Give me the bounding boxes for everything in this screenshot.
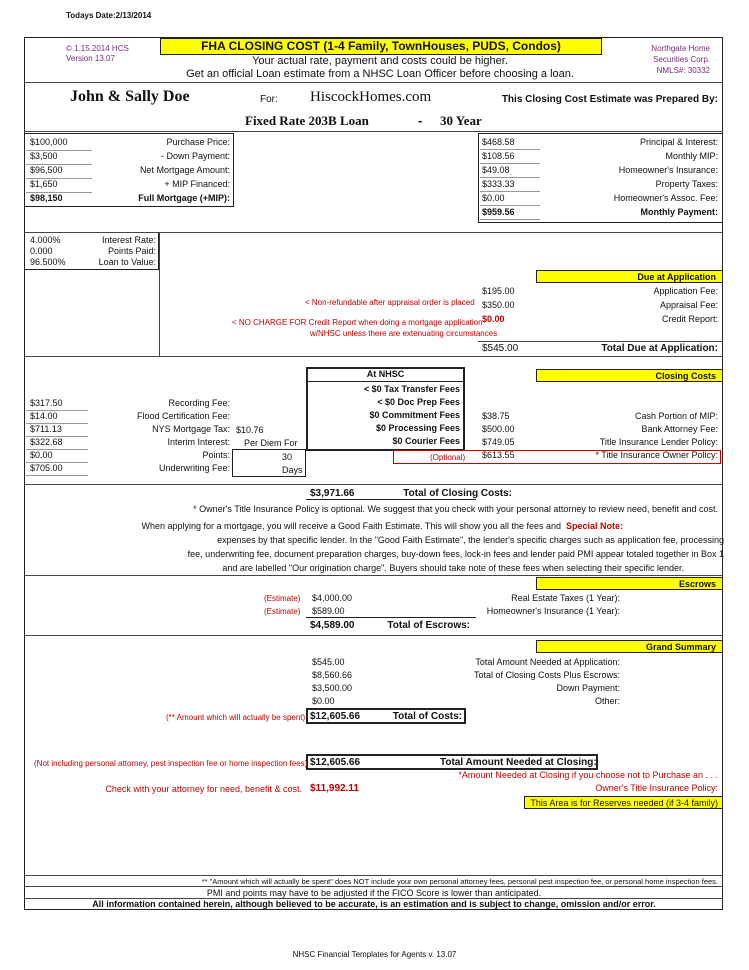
todays-date: Todays Date:2/13/2014 — [66, 11, 152, 20]
due-total-label: Total Due at Application: — [601, 343, 718, 354]
company-line-2: Securities Corp. — [653, 55, 710, 64]
escrow-total-label: Total of Escrows: — [387, 620, 470, 631]
company-name: HiscockHomes.com — [310, 89, 432, 105]
grand-label: Down Payment: — [556, 683, 620, 693]
page-title: FHA CLOSING COST (1-4 Family, TownHouses, PUDS, Condos) — [160, 38, 602, 55]
company-line-1: Northgate Home — [651, 44, 710, 53]
prepared-by-label: This Closing Cost Estimate was Prepared By: — [501, 94, 718, 105]
closing-total-label: Total of Closing Costs: — [403, 488, 512, 499]
grand-value: $0.00 — [312, 696, 335, 706]
footer-note-3: All information contained herein, although believed to be accurate, is an estimation and is subject to change, omission and/or error. — [92, 899, 656, 909]
nhsc-box-title: At NHSC — [366, 369, 405, 379]
escrow-value: $589.00 — [312, 606, 345, 616]
due-label: Credit Report: — [661, 314, 718, 324]
due-value: $195.00 — [482, 286, 515, 296]
grand-total-note: (** Amount which will actually be spent) — [166, 713, 306, 722]
closing-left-label: Interim Interest: — [167, 437, 230, 447]
monthly-value: $333.33 — [482, 179, 515, 189]
monthly-label: Principal & Interest: — [639, 137, 718, 147]
mortgage-tax-rate: $10.76 — [236, 425, 264, 435]
closing-right-label: Cash Portion of MIP: — [634, 411, 718, 421]
escrow-note: (Estimate) — [264, 607, 301, 616]
closing-left-value: $705.00 — [30, 463, 63, 473]
per-diem-label: Per Diem For — [244, 438, 298, 448]
days-label: Days — [282, 465, 303, 475]
closing-left-value: $322.68 — [30, 437, 63, 447]
rate-label: Interest Rate: — [101, 235, 156, 245]
monthly-label: Monthly MIP: — [665, 151, 718, 161]
nhsc-fee-item: $0 Processing Fees — [375, 423, 460, 433]
footer-note-2: PMI and points may have to be adjusted if the FICO Score is lower than anticipated. — [206, 888, 542, 898]
footer-note-1: ** "Amount which will actually be spent" does NOT include your own personal attorney fees, personal pest inspection fee, or personal home inspection fees. — [201, 877, 718, 886]
monthly-label: Homeowner's Insurance: — [618, 165, 718, 175]
version-text: Version 13.07 — [66, 54, 115, 63]
special-note-line-3: fee, underwriting fee, document preparation charges, buy-down fees, lock-in fees and lender paid PMI appear totaled together in Box 1 — [187, 549, 724, 559]
subtitle-2: Get an official Loan estimate from a NHSC Loan Officer before choosing a loan. — [186, 68, 574, 80]
closing-costs-header: Closing Costs — [536, 369, 723, 382]
monthly-label: Homeowner's Assoc. Fee: — [613, 193, 718, 203]
closing-needed-value: $12,605.66 — [310, 757, 361, 768]
closing-left-value: $711.13 — [30, 424, 62, 434]
due-value: $350.00 — [482, 300, 515, 310]
monthly-label: Monthly Payment: — [640, 207, 718, 217]
loan-summary-value: $3,500 — [30, 151, 58, 161]
escrows-header: Escrows — [536, 577, 723, 590]
rate-value: 0.000 — [30, 246, 53, 256]
due-value: $0.00 — [482, 314, 505, 324]
due-at-application-header: Due at Application — [536, 270, 723, 283]
rate-value: 4.000% — [30, 235, 61, 245]
nhsc-fee-item: $0 Commitment Fees — [369, 410, 460, 420]
due-label: Application Fee: — [653, 286, 718, 296]
client-name: John & Sally Doe — [70, 88, 190, 105]
special-note-label: Special Note: — [566, 521, 624, 531]
nhsc-fee-item: $0 Courier Fees — [392, 436, 460, 446]
special-note-line-2: expenses by that specific lender. In the "Good Faith Estimate", the lender's specific charges such as application fee, processing — [217, 535, 724, 545]
for-label: For: — [260, 94, 278, 105]
copyright-text: © 1.15.2014 HCS — [66, 44, 129, 53]
grand-summary-header: Grand Summary — [536, 640, 723, 653]
closing-left-value: $14.00 — [30, 411, 58, 421]
owner-policy-check: Check with your attorney for need, benefit & cost. — [105, 784, 302, 794]
grand-label: Other: — [594, 696, 620, 706]
loan-term: 30 Year — [440, 113, 482, 128]
escrow-value: $4,000.00 — [312, 593, 353, 603]
loan-summary-label: Net Mortgage Amount: — [139, 165, 230, 175]
closing-total-value: $3,971.66 — [310, 488, 355, 499]
monthly-value: $49.08 — [482, 165, 510, 175]
closing-left-value: $317.50 — [30, 398, 63, 408]
closing-left-label: NYS Mortgage Tax: — [152, 424, 230, 434]
closing-right-label: Bank Attorney Fee: — [641, 424, 718, 434]
loan-summary-value: $96,500 — [30, 165, 63, 175]
grand-total-value: $12,605.66 — [310, 711, 361, 722]
grand-value: $8,560.66 — [312, 670, 353, 680]
reserves-note: This Area is for Reserves needed (if 3-4 family) — [524, 796, 723, 809]
subtitle-1: Your actual rate, payment and costs could be higher. — [252, 55, 508, 67]
escrow-label: Real Estate Taxes (1 Year): — [511, 593, 620, 603]
closing-left-label: Recording Fee: — [168, 398, 230, 408]
closing-right-label: Title Insurance Lender Policy: — [599, 437, 718, 447]
rate-label: Points Paid: — [107, 246, 156, 256]
closing-right-value: $749.05 — [482, 437, 515, 447]
loan-summary-label: Full Mortgage (+MIP): — [138, 193, 230, 203]
nmls-number: NMLS#: 30332 — [656, 66, 710, 75]
monthly-value: $0.00 — [482, 193, 505, 203]
escrow-label: Homeowner's Insurance (1 Year): — [486, 606, 620, 616]
monthly-value: $468.58 — [482, 137, 515, 147]
grand-value: $545.00 — [312, 657, 345, 667]
grand-label: Total of Closing Costs Plus Escrows: — [473, 670, 620, 680]
owner-policy-label: Owner's Title Insurance Policy: — [595, 783, 718, 793]
closing-right-value: $613.55 — [482, 450, 515, 460]
bottom-caption: NHSC Financial Templates for Agents v. 13.07 — [292, 950, 457, 959]
grand-value: $3,500.00 — [312, 683, 353, 693]
due-total-value: $545.00 — [482, 343, 519, 354]
escrow-note: (Estimate) — [264, 594, 301, 603]
loan-summary-value: $98,150 — [30, 193, 63, 203]
closing-left-label: Flood Certification Fee: — [136, 411, 230, 421]
nhsc-fee-item: < $0 Tax Transfer Fees — [363, 384, 460, 394]
credit-report-note-2: w/NHSC unless there are extenuating circumstances — [310, 329, 498, 338]
term-dash: - — [418, 113, 423, 128]
monthly-value: $959.56 — [482, 207, 515, 217]
closing-needed-label: Total Amount Needed at Closing: — [440, 757, 597, 768]
loan-summary-label: + MIP Financed: — [164, 179, 230, 189]
days-value: 30 — [282, 452, 293, 462]
escrow-total-value: $4,589.00 — [310, 620, 355, 631]
closing-needed-note: (Not including personal attorney, pest inspection fee or home inspection fees) — [34, 759, 308, 768]
rate-label: Loan to Value: — [98, 257, 156, 267]
grand-label: Total Amount Needed at Application: — [475, 657, 620, 667]
special-note-line-4: and are labelled "Our origination charge". Buyers should take note of these fees when selecting their specific lender. — [222, 563, 684, 573]
closing-left-value: $0.00 — [30, 450, 53, 460]
owner-policy-value: $11,992.11 — [310, 783, 359, 794]
optional-label: (Optional) — [430, 453, 466, 462]
due-label: Appraisal Fee: — [659, 300, 718, 310]
grand-total-label: Total of Costs: — [392, 711, 462, 722]
rate-value: 96.500% — [30, 257, 66, 267]
loan-summary-label: Purchase Price: — [166, 137, 230, 147]
loan-summary-value: $1,650 — [30, 179, 58, 189]
closing-left-label: Points: — [202, 450, 230, 460]
closing-left-label: Underwriting Fee: — [158, 463, 230, 473]
monthly-label: Property Taxes: — [655, 179, 718, 189]
owner-choose-note: *Amount Needed at Closing if you choose not to Purchase an . . . — [458, 770, 718, 780]
owner-title-note: * Owner's Title Insurance Policy is optional. We suggest that you check with your personal attorney to review need, benefit and cost. — [193, 504, 718, 514]
special-note-line-1: When applying for a mortgage, you will receive a Good Faith Estimate. This will show you all the fees and — [141, 521, 561, 531]
per-diem-box — [232, 449, 306, 477]
closing-right-label: * Title Insurance Owner Policy: — [595, 450, 718, 460]
credit-report-note-1: < NO CHARGE FOR Credit Report when doing a mortgage application — [232, 318, 483, 327]
loan-type: Fixed Rate 203B Loan — [245, 113, 369, 128]
closing-right-value: $500.00 — [482, 424, 515, 434]
nhsc-fee-item: < $0 Doc Prep Fees — [377, 397, 460, 407]
loan-summary-value: $100,000 — [30, 137, 68, 147]
closing-right-value: $38.75 — [482, 411, 510, 421]
loan-summary-label: - Down Payment: — [160, 151, 230, 161]
appraisal-note: < Non-refundable after appraisal order is placed — [305, 298, 475, 307]
monthly-value: $108.56 — [482, 151, 515, 161]
